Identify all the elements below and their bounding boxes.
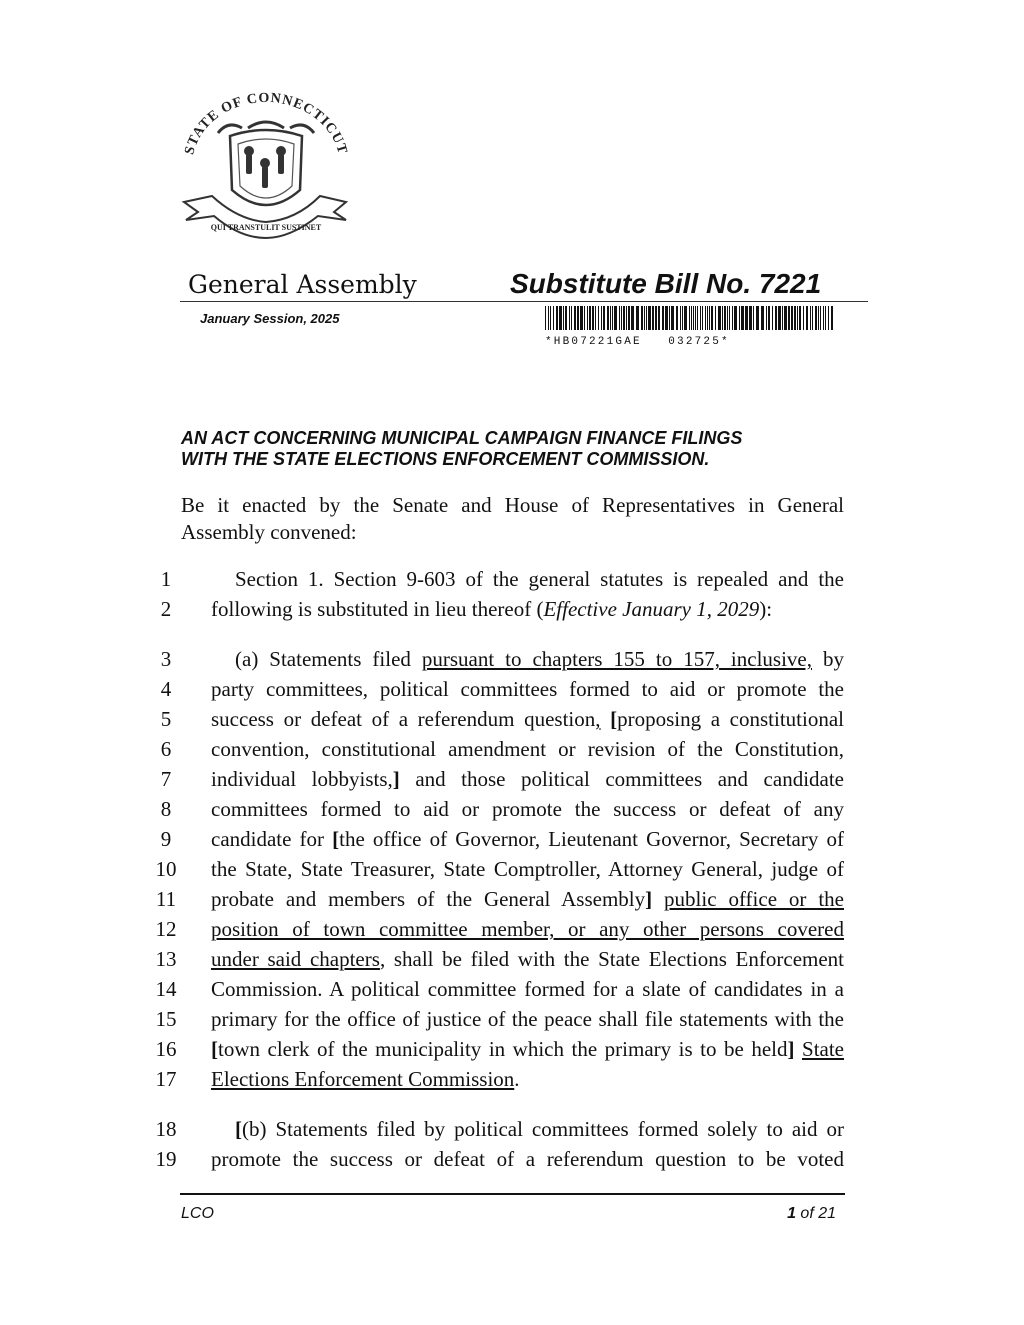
barcode-bar xyxy=(644,306,645,330)
footer-rule xyxy=(180,1193,845,1195)
general-assembly-heading: General Assembly xyxy=(188,270,417,299)
barcode-bar xyxy=(799,306,801,330)
inserted-text: under said chapters xyxy=(211,947,380,971)
barcode-bar xyxy=(705,306,706,330)
barcode-bar xyxy=(727,306,728,330)
barcode-bar xyxy=(756,306,759,330)
seal-motto: QUI TRANSTULIT SUSTINET xyxy=(210,223,322,232)
barcode-bar xyxy=(610,306,611,330)
barcode-bar xyxy=(589,306,591,330)
barcode-bar xyxy=(691,306,692,330)
barcode-bar xyxy=(601,306,602,330)
barcode-bar xyxy=(621,306,622,330)
bill-text-line: convention, constitutional amendment or revision of the Constitution, xyxy=(211,737,844,761)
barcode-bar xyxy=(669,306,670,330)
inserted-text: position of town committee member, or any other persons covered xyxy=(211,917,844,941)
barcode-bar xyxy=(628,306,630,330)
barcode-bar xyxy=(671,306,674,330)
barcode-bar xyxy=(592,306,594,330)
line-number: 14 xyxy=(155,977,177,1001)
inserted-text: Elections Enforcement Commission xyxy=(211,1067,515,1091)
barcode-bar xyxy=(784,306,787,330)
barcode-bar xyxy=(652,306,654,330)
line-number: 9 xyxy=(160,827,172,851)
bill-text-line: success or defeat of a referendum question, [proposing a constitutional xyxy=(211,707,844,731)
barcode-bar xyxy=(571,306,572,330)
barcode-bar xyxy=(778,306,781,330)
inserted-text: State xyxy=(802,1037,845,1061)
bill-text-line: the State, State Treasurer, State Comptroller, Attorney General, judge of xyxy=(211,857,844,881)
line-number: 5 xyxy=(160,707,172,731)
line-number: 4 xyxy=(160,677,172,701)
barcode-bar xyxy=(768,306,770,330)
barcode-bar xyxy=(631,306,634,330)
line-number: 1 xyxy=(160,567,172,591)
barcode-bar xyxy=(794,306,796,330)
barcode-bar xyxy=(825,306,826,330)
bill-text-line: Commission. A political committee formed for a slate of candidates in a xyxy=(211,977,844,1001)
page-indicator xyxy=(787,1205,836,1223)
enacting-clause: Be it enacted by the Senate and House of Representatives in General Assembly convened: xyxy=(181,493,844,544)
line-number: 16 xyxy=(155,1037,177,1061)
barcode-bar xyxy=(724,306,726,330)
barcode-bar xyxy=(732,306,733,330)
barcode-bar xyxy=(791,306,793,330)
barcode-bar xyxy=(655,306,657,330)
state-seal-logo xyxy=(178,88,353,246)
bill-text-line: following is substituted in lieu thereof (Effective January 1, 2029): xyxy=(211,597,773,621)
line-number: 6 xyxy=(160,737,172,761)
page-total: of 21 xyxy=(795,1205,836,1222)
barcode-bar xyxy=(693,306,694,330)
barcode-bar xyxy=(545,306,546,330)
barcode-bar xyxy=(810,306,811,330)
deletion-bracket: ] xyxy=(392,767,400,791)
bill-text-line: committees formed to aid or promote the success or defeat of any xyxy=(211,797,844,821)
bill-text-line: [(b) Statements filed by political committees formed solely to aid or xyxy=(235,1117,844,1141)
barcode-bar xyxy=(646,306,647,330)
deletion-bracket: ] xyxy=(787,1037,795,1061)
barcode-bar xyxy=(626,306,627,330)
barcode-bar xyxy=(749,306,752,330)
barcode-bar xyxy=(550,306,551,330)
barcode-bar xyxy=(695,306,696,330)
barcode-bar xyxy=(702,306,703,330)
barcode-bar xyxy=(676,306,678,330)
bill-text-line: individual lobbyists,] and those political committees and candidate xyxy=(211,767,845,791)
bill-text-line: party committees, political committees formed to aid or promote the xyxy=(211,677,844,701)
line-number: 8 xyxy=(160,797,172,821)
act-title-line-1: AN ACT CONCERNING MUNICIPAL CAMPAIGN FINANCE FILINGS xyxy=(181,428,743,448)
barcode-bar xyxy=(820,306,821,330)
barcode-bar xyxy=(812,306,813,330)
barcode-bar xyxy=(823,306,824,330)
barcode-bar xyxy=(614,306,617,330)
line-number: 11 xyxy=(155,887,177,911)
inserted-text: pursuant to chapters 155 to 157, inclusive, xyxy=(421,647,813,671)
footer-lco: LCO xyxy=(181,1205,214,1222)
barcode-bar xyxy=(722,306,723,330)
barcode-bar xyxy=(603,306,605,330)
barcode-bar xyxy=(587,306,588,330)
barcode-bar xyxy=(584,306,585,330)
barcode-bar xyxy=(577,306,579,330)
bill-text-line: under said chapters, shall be filed with the State Elections Enforcement xyxy=(211,947,844,971)
barcode-bar xyxy=(772,306,773,330)
header-rule xyxy=(180,301,868,302)
line-number: 2 xyxy=(160,597,172,621)
barcode-bar xyxy=(569,306,570,330)
act-title-line-2: WITH THE STATE ELECTIONS ENFORCEMENT COMMISSION. xyxy=(181,449,710,469)
barcode-bar xyxy=(623,306,625,330)
barcode-bar xyxy=(831,306,833,330)
barcode-bar xyxy=(775,306,777,330)
barcode-bar xyxy=(739,306,740,330)
deletion-bracket: [ xyxy=(211,1037,218,1061)
page-number: 1 xyxy=(787,1205,796,1222)
barcode-bar xyxy=(648,306,651,330)
barcode-bar xyxy=(741,306,744,330)
barcode-bar xyxy=(607,306,609,330)
barcode-bar xyxy=(689,306,690,330)
effective-date: Effective January 1, 2029 xyxy=(543,597,760,621)
line-number: 18 xyxy=(155,1117,177,1141)
barcode-bar xyxy=(682,306,683,330)
barcode-bar xyxy=(782,306,783,330)
barcode-bar xyxy=(548,306,549,330)
barcode-bar xyxy=(700,306,701,330)
barcode-text: *HB07221GAE 032725* xyxy=(545,336,730,348)
barcode-bar xyxy=(734,306,737,330)
barcode-bar xyxy=(553,306,554,330)
line-number: 19 xyxy=(155,1147,177,1171)
barcode-bar xyxy=(684,306,687,330)
bill-text-line xyxy=(211,917,844,942)
bill-text-line: primary for the office of justice of the peace shall file statements with the xyxy=(211,1007,844,1031)
bill-text-line: Elections Enforcement Commission. xyxy=(211,1067,520,1091)
barcode-bar xyxy=(563,306,564,330)
session-label: January Session, 2025 xyxy=(200,311,340,326)
barcode-bar xyxy=(697,306,698,330)
line-number: 10 xyxy=(155,857,177,881)
barcode-bar xyxy=(636,306,639,330)
seal-text: STATE OF CONNECTICUT xyxy=(182,90,350,157)
barcode-bar xyxy=(803,306,804,330)
line-number: 3 xyxy=(160,647,172,671)
barcode xyxy=(545,306,835,330)
barcode-bar xyxy=(729,306,730,330)
barcode-bar xyxy=(753,306,754,330)
line-number: 12 xyxy=(155,917,177,941)
barcode-bar xyxy=(797,306,798,330)
barcode-bar xyxy=(598,306,599,330)
line-number: 17 xyxy=(155,1067,177,1091)
barcode-bar xyxy=(709,306,710,330)
bill-text-line: candidate for [the office of Governor, Lieutenant Governor, Secretary of xyxy=(211,827,844,851)
barcode-bar xyxy=(711,306,713,330)
barcode-bar xyxy=(680,306,681,330)
deletion-bracket: [ xyxy=(235,1117,242,1141)
barcode-bar xyxy=(556,306,558,330)
deletion-bracket: ] xyxy=(645,887,653,911)
line-number: 7 xyxy=(160,767,172,791)
bill-text-line: probate and members of the General Assembly] public office or the xyxy=(211,887,844,911)
barcode-bar xyxy=(745,306,748,330)
barcode-bar xyxy=(788,306,790,330)
barcode-bar xyxy=(806,306,808,330)
deletion-bracket: [ xyxy=(332,827,340,851)
barcode-bar xyxy=(619,306,620,330)
act-title xyxy=(181,428,851,470)
bill-number: Substitute Bill No. 7221 xyxy=(510,268,822,299)
barcode-bar xyxy=(565,306,567,330)
barcode-bar xyxy=(559,306,562,330)
bill-text-line: (a) Statements filed pursuant to chapters 155 to 157, inclusive, by xyxy=(235,647,844,671)
bill-text-line: Section 1. Section 9-603 of the general statutes is repealed and the xyxy=(235,567,844,591)
barcode-bar xyxy=(718,306,721,330)
barcode-bar xyxy=(828,306,829,330)
line-number: 15 xyxy=(155,1007,177,1031)
barcode-bar xyxy=(595,306,596,330)
barcode-bar xyxy=(761,306,764,330)
barcode-bar xyxy=(766,306,767,330)
barcode-bar xyxy=(580,306,583,330)
bill-text-line: promote the success or defeat of a referendum question to be voted xyxy=(211,1147,844,1171)
barcode-bar xyxy=(641,306,643,330)
barcode-bar xyxy=(665,306,668,330)
inserted-text: public office or the xyxy=(664,887,844,911)
barcode-bar xyxy=(818,306,819,330)
barcode-bar xyxy=(574,306,576,330)
inserted-text: , xyxy=(595,707,601,731)
barcode-bar xyxy=(662,306,664,330)
barcode-bar xyxy=(658,306,660,330)
barcode-bar xyxy=(707,306,708,330)
barcode-bar xyxy=(612,306,613,330)
barcode-bar xyxy=(715,306,716,330)
line-number: 13 xyxy=(155,947,177,971)
bill-text-line: [town clerk of the municipality in which the primary is to be held] State xyxy=(211,1037,845,1061)
barcode-bar xyxy=(815,306,817,330)
